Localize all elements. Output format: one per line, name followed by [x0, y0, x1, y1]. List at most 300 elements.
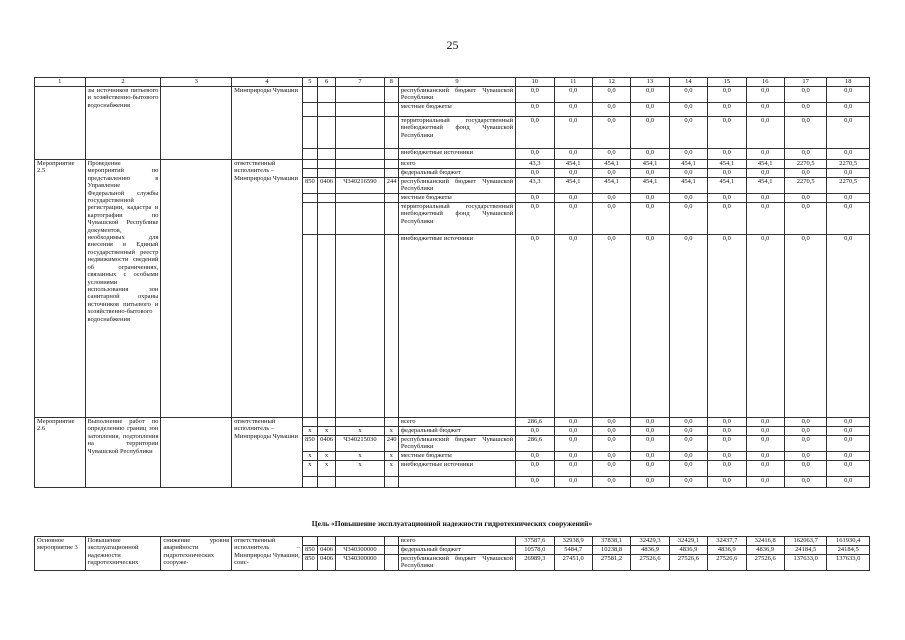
code-cell: [384, 235, 398, 418]
code-x: x: [336, 427, 385, 436]
value-cell: 0,0: [669, 149, 707, 160]
code-cell: [384, 103, 398, 117]
funding-source: федеральный бюджет: [398, 427, 515, 436]
value-cell: 0,0: [631, 235, 669, 418]
funding-source: местные бюджеты: [398, 452, 515, 461]
measure-cell: [35, 87, 86, 160]
table-row: [35, 87, 870, 103]
code-cell: [302, 235, 317, 418]
value-cell: 0,0: [592, 149, 630, 160]
value-cell: 0,0: [746, 477, 784, 488]
value-cell: 0,0: [669, 452, 707, 461]
value-cell: 0,0: [746, 169, 784, 178]
value-cell: 0,0: [669, 169, 707, 178]
code-cell: [318, 537, 336, 546]
measure-number: Мероприятие 2.6: [35, 418, 86, 488]
value-cell: 4836,9: [746, 546, 784, 555]
value-cell: 32416,8: [746, 537, 784, 546]
value-cell: 0,0: [827, 103, 870, 117]
value-cell: 454,1: [631, 160, 669, 169]
indicator-cell: [161, 160, 232, 418]
value-cell: 0,0: [746, 418, 784, 427]
value-cell: 0,0: [784, 235, 826, 418]
code-x: x: [318, 427, 336, 436]
value-cell: 4836,9: [669, 546, 707, 555]
csr-code: Ч340215030: [336, 436, 385, 452]
funding-source: федеральный бюджет: [398, 546, 515, 555]
column-number: 2: [85, 78, 161, 87]
code-cell: [318, 169, 336, 178]
value-cell: 0,0: [784, 169, 826, 178]
value-cell: 43,3: [516, 178, 554, 194]
value-cell: 0,0: [669, 194, 707, 203]
value-cell: 0,0: [784, 203, 826, 235]
code-x: x: [302, 427, 317, 436]
column-number: 12: [592, 78, 630, 87]
value-cell: 0,0: [554, 87, 592, 103]
code-cell: [336, 418, 385, 427]
code-x: x: [318, 461, 336, 477]
value-cell: 0,0: [554, 235, 592, 418]
code-cell: [336, 117, 385, 149]
column-number: 4: [232, 78, 303, 87]
value-cell: 0,0: [516, 194, 554, 203]
value-cell: 161930,4: [827, 537, 870, 546]
value-cell: 0,0: [827, 418, 870, 427]
csr-code: Ч340216590: [336, 178, 385, 194]
value-cell: 286,6: [516, 418, 554, 427]
column-number: 9: [398, 78, 515, 87]
value-cell: 0,0: [516, 117, 554, 149]
value-cell: 0,0: [708, 436, 746, 452]
value-cell: 0,0: [784, 87, 826, 103]
value-cell: 0,0: [784, 436, 826, 452]
value-cell: 0,0: [708, 477, 746, 488]
code-cell: [384, 477, 398, 488]
funding-source: всего: [398, 418, 515, 427]
value-cell: 0,0: [746, 452, 784, 461]
grbs-code: 850: [302, 546, 317, 555]
indicator-cell: [161, 87, 232, 160]
value-cell: 454,1: [669, 178, 707, 194]
code-cell: [302, 87, 317, 103]
table-row: [35, 160, 870, 169]
value-cell: 454,1: [708, 178, 746, 194]
rz-code: 0406: [318, 178, 336, 194]
value-cell: 0,0: [554, 117, 592, 149]
vr-code: 240: [384, 436, 398, 452]
value-cell: 0,0: [631, 203, 669, 235]
value-cell: 0,0: [708, 427, 746, 436]
value-cell: 43,3: [516, 160, 554, 169]
funding-source: внебюджетные источники: [398, 149, 515, 160]
value-cell: 454,1: [592, 160, 630, 169]
value-cell: 0,0: [746, 436, 784, 452]
value-cell: 0,0: [631, 194, 669, 203]
code-cell: [318, 103, 336, 117]
value-cell: 0,0: [746, 461, 784, 477]
value-cell: 0,0: [708, 452, 746, 461]
value-cell: 137633,0: [784, 555, 826, 571]
goal-title: Цель «Повышение эксплуатационной надежности гидротехнических сооружений»: [311, 519, 593, 528]
value-cell: 0,0: [631, 436, 669, 452]
value-cell: 0,0: [554, 103, 592, 117]
column-number: 15: [708, 78, 746, 87]
value-cell: 0,0: [669, 461, 707, 477]
code-x: x: [302, 461, 317, 477]
value-cell: 0,0: [669, 203, 707, 235]
value-cell: 0,0: [516, 461, 554, 477]
value-cell: 0,0: [516, 149, 554, 160]
code-cell: [302, 537, 317, 546]
value-cell: 0,0: [516, 203, 554, 235]
code-cell: [336, 235, 385, 418]
value-cell: 0,0: [708, 117, 746, 149]
value-cell: 0,0: [631, 427, 669, 436]
code-cell: [302, 103, 317, 117]
code-cell: [384, 117, 398, 149]
value-cell: 32429,3: [631, 537, 669, 546]
value-cell: 0,0: [631, 452, 669, 461]
value-cell: 454,1: [669, 160, 707, 169]
value-cell: 0,0: [554, 169, 592, 178]
value-cell: 24184,5: [784, 546, 826, 555]
value-cell: 0,0: [592, 427, 630, 436]
code-cell: [302, 477, 317, 488]
value-cell: 27526,6: [708, 555, 746, 571]
indicator-cell: снижение уровня аварийности гидротехнических сооруже-: [161, 537, 232, 571]
code-cell: [336, 537, 385, 546]
value-cell: 0,0: [516, 427, 554, 436]
value-cell: 0,0: [784, 427, 826, 436]
value-cell: 0,0: [827, 194, 870, 203]
executor-cell: Минприроды Чувашии: [232, 87, 303, 160]
value-cell: 0,0: [784, 452, 826, 461]
code-cell: [336, 203, 385, 235]
code-cell: [384, 87, 398, 103]
value-cell: 0,0: [631, 117, 669, 149]
code-cell: [302, 203, 317, 235]
value-cell: 454,1: [554, 178, 592, 194]
value-cell: 2270,5: [827, 178, 870, 194]
code-cell: [302, 418, 317, 427]
value-cell: 0,0: [592, 461, 630, 477]
value-cell: 0,0: [827, 461, 870, 477]
code-cell: [302, 194, 317, 203]
value-cell: 0,0: [827, 427, 870, 436]
code-cell: [318, 87, 336, 103]
column-number: 18: [827, 78, 870, 87]
funding-source: всего: [398, 537, 515, 546]
value-cell: 0,0: [631, 477, 669, 488]
funding-source: местные бюджеты: [398, 103, 515, 117]
code-cell: [384, 418, 398, 427]
value-cell: 0,0: [631, 418, 669, 427]
measure-number: Основное мероприятие 3: [35, 537, 86, 571]
value-cell: 0,0: [592, 194, 630, 203]
value-cell: 286,6: [516, 436, 554, 452]
value-cell: 0,0: [746, 235, 784, 418]
value-cell: 27526,6: [746, 555, 784, 571]
code-x: x: [384, 461, 398, 477]
value-cell: 2270,5: [784, 178, 826, 194]
code-cell: [384, 149, 398, 160]
code-cell: [336, 87, 385, 103]
code-cell: [318, 235, 336, 418]
funding-source: республиканский бюджет Чувашской Республики: [398, 87, 515, 103]
code-x: x: [336, 452, 385, 461]
value-cell: 5484,7: [554, 546, 592, 555]
table-row: [35, 537, 870, 546]
budget-table-continued: [34, 536, 870, 571]
column-number: 7: [336, 78, 385, 87]
code-cell: [336, 194, 385, 203]
csr-code: Ч340300000: [336, 546, 385, 555]
value-cell: 0,0: [827, 149, 870, 160]
value-cell: 0,0: [516, 87, 554, 103]
table-header-row: [35, 78, 870, 87]
value-cell: 0,0: [669, 103, 707, 117]
value-cell: 0,0: [554, 452, 592, 461]
value-cell: 0,0: [631, 461, 669, 477]
code-cell: [302, 117, 317, 149]
grbs-code: 850: [302, 436, 317, 452]
value-cell: 0,0: [669, 477, 707, 488]
value-cell: 10238,8: [592, 546, 630, 555]
page-number: 25: [446, 38, 459, 52]
value-cell: 0,0: [827, 235, 870, 418]
funding-source: территориальный государственный внебюджетный фонд Чувашской Республики: [398, 117, 515, 149]
code-cell: [384, 194, 398, 203]
value-cell: 0,0: [669, 436, 707, 452]
value-cell: 2270,5: [827, 160, 870, 169]
value-cell: 0,0: [708, 103, 746, 117]
value-cell: 27581,2: [592, 555, 630, 571]
value-cell: 0,0: [516, 169, 554, 178]
funding-source: [398, 477, 515, 488]
value-cell: 0,0: [554, 427, 592, 436]
value-cell: 24184,5: [827, 546, 870, 555]
code-cell: [336, 149, 385, 160]
column-number: 3: [161, 78, 232, 87]
value-cell: 0,0: [784, 117, 826, 149]
code-cell: [318, 203, 336, 235]
value-cell: 0,0: [554, 461, 592, 477]
funding-source: республиканский бюджет Чувашской Республики: [398, 555, 515, 571]
value-cell: 0,0: [708, 235, 746, 418]
value-cell: 454,1: [746, 160, 784, 169]
value-cell: 4836,9: [631, 546, 669, 555]
column-number: 8: [384, 78, 398, 87]
value-cell: 0,0: [631, 169, 669, 178]
budget-table: [34, 77, 870, 488]
code-cell: [318, 418, 336, 427]
value-cell: 0,0: [631, 103, 669, 117]
value-cell: 0,0: [784, 418, 826, 427]
value-cell: 0,0: [708, 87, 746, 103]
vr-code: [384, 555, 398, 571]
value-cell: 0,0: [554, 149, 592, 160]
code-cell: [302, 169, 317, 178]
value-cell: 0,0: [784, 477, 826, 488]
grbs-code: 850: [302, 555, 317, 571]
code-cell: [384, 537, 398, 546]
value-cell: 0,0: [746, 149, 784, 160]
value-cell: 0,0: [827, 436, 870, 452]
column-number: 6: [318, 78, 336, 87]
funding-source: территориальный государственный внебюджетный фонд Чувашской Республики: [398, 203, 515, 235]
code-cell: [384, 160, 398, 169]
value-cell: 0,0: [784, 103, 826, 117]
value-cell: 454,1: [708, 160, 746, 169]
value-cell: 0,0: [631, 87, 669, 103]
value-cell: 454,1: [746, 178, 784, 194]
code-x: x: [302, 452, 317, 461]
executor-cell: ответственный исполнитель – Минприроды Чувашии: [232, 418, 303, 488]
value-cell: 0,0: [592, 452, 630, 461]
value-cell: 0,0: [669, 87, 707, 103]
value-cell: 0,0: [669, 427, 707, 436]
value-cell: 0,0: [592, 87, 630, 103]
measure-description: Повышение эксплуатационной надежности гидротехнических: [85, 537, 161, 571]
executor-cell: ответственный исполнитель – Минприроды Чувашии: [232, 160, 303, 418]
code-cell: [318, 160, 336, 169]
rz-code: 0406: [318, 546, 336, 555]
value-cell: 37587,6: [516, 537, 554, 546]
csr-code: Ч340300000: [336, 555, 385, 571]
column-number: 11: [554, 78, 592, 87]
code-cell: [302, 160, 317, 169]
value-cell: 0,0: [708, 194, 746, 203]
value-cell: 0,0: [746, 103, 784, 117]
code-cell: [318, 117, 336, 149]
value-cell: 2270,5: [784, 160, 826, 169]
column-number: 13: [631, 78, 669, 87]
value-cell: 26989,3: [516, 555, 554, 571]
table-row: [35, 418, 870, 427]
value-cell: 0,0: [784, 149, 826, 160]
value-cell: 0,0: [827, 87, 870, 103]
grbs-code: 850: [302, 178, 317, 194]
funding-source: внебюджетные источники: [398, 235, 515, 418]
value-cell: 0,0: [516, 477, 554, 488]
value-cell: 0,0: [708, 461, 746, 477]
rz-code: 0406: [318, 436, 336, 452]
value-cell: 32429,1: [669, 537, 707, 546]
value-cell: 454,1: [631, 178, 669, 194]
measure-description: зы источников питьевого и хозяйственно-бытового водоснабжения: [85, 87, 161, 160]
value-cell: 0,0: [592, 169, 630, 178]
measure-number: Мероприятие 2.5: [35, 160, 86, 418]
value-cell: 0,0: [592, 235, 630, 418]
value-cell: 0,0: [669, 235, 707, 418]
value-cell: 0,0: [631, 149, 669, 160]
vr-code: 244: [384, 178, 398, 194]
value-cell: 0,0: [827, 117, 870, 149]
value-cell: 0,0: [592, 103, 630, 117]
value-cell: 27526,6: [631, 555, 669, 571]
rz-code: 0406: [318, 555, 336, 571]
value-cell: 0,0: [592, 477, 630, 488]
value-cell: 0,0: [746, 117, 784, 149]
value-cell: 0,0: [746, 203, 784, 235]
value-cell: 0,0: [592, 436, 630, 452]
value-cell: 0,0: [554, 194, 592, 203]
value-cell: 0,0: [827, 203, 870, 235]
value-cell: 4836,9: [708, 546, 746, 555]
value-cell: 0,0: [827, 477, 870, 488]
executor-cell: ответственный исполнитель – Минприроды Чувашии, соис-: [232, 537, 303, 571]
code-cell: [318, 194, 336, 203]
value-cell: 10578,0: [516, 546, 554, 555]
code-cell: [336, 477, 385, 488]
code-x: x: [318, 452, 336, 461]
funding-source: внебюджетные источники: [398, 461, 515, 477]
value-cell: 37838,1: [592, 537, 630, 546]
value-cell: 0,0: [746, 87, 784, 103]
funding-source: местные бюджеты: [398, 194, 515, 203]
value-cell: 0,0: [592, 117, 630, 149]
column-number: 5: [302, 78, 317, 87]
funding-source: всего: [398, 160, 515, 169]
column-number: 16: [746, 78, 784, 87]
funding-source: федеральный бюджет: [398, 169, 515, 178]
column-number: 1: [35, 78, 86, 87]
value-cell: 0,0: [516, 452, 554, 461]
value-cell: 27451,0: [554, 555, 592, 571]
code-x: x: [384, 452, 398, 461]
value-cell: 0,0: [708, 169, 746, 178]
value-cell: 0,0: [592, 418, 630, 427]
code-cell: [318, 149, 336, 160]
funding-source: республиканский бюджет Чувашской Республики: [398, 178, 515, 194]
value-cell: 0,0: [516, 103, 554, 117]
code-cell: [384, 203, 398, 235]
value-cell: 0,0: [669, 117, 707, 149]
code-x: x: [336, 461, 385, 477]
value-cell: 0,0: [669, 418, 707, 427]
value-cell: 0,0: [784, 194, 826, 203]
value-cell: 162063,7: [784, 537, 826, 546]
value-cell: 0,0: [746, 427, 784, 436]
indicator-cell: [161, 418, 232, 488]
value-cell: 0,0: [746, 194, 784, 203]
funding-source: республиканский бюджет Чувашской Республики: [398, 436, 515, 452]
value-cell: 27526,6: [669, 555, 707, 571]
value-cell: 454,1: [554, 160, 592, 169]
value-cell: 32938,9: [554, 537, 592, 546]
value-cell: 0,0: [708, 149, 746, 160]
value-cell: 0,0: [554, 477, 592, 488]
code-cell: [336, 169, 385, 178]
measure-description: Проведение мероприятий по представлению в Управление Федеральной службы государственной регистрации, кадастра и картографии по Чувашской Республике документов, необходимых для внесения в Единый государственный реестр недвижимости сведений об ограничениях, связанных с особыми условиями использования зон санитарной охраны источников питьевого и хозяйственно-бытового водоснабжения: [85, 160, 161, 418]
code-x: x: [384, 427, 398, 436]
value-cell: 454,1: [592, 178, 630, 194]
value-cell: 0,0: [827, 452, 870, 461]
code-cell: [302, 149, 317, 160]
value-cell: 137633,0: [827, 555, 870, 571]
value-cell: 0,0: [516, 235, 554, 418]
measure-description: Выполнение работ по определению границ зон затопления, подтопления на территории Чувашской Республики: [85, 418, 161, 488]
column-number: 10: [516, 78, 554, 87]
value-cell: 0,0: [708, 203, 746, 235]
value-cell: 0,0: [784, 461, 826, 477]
code-cell: [336, 160, 385, 169]
code-cell: [384, 169, 398, 178]
value-cell: 0,0: [554, 436, 592, 452]
column-number: 14: [669, 78, 707, 87]
value-cell: 0,0: [827, 169, 870, 178]
